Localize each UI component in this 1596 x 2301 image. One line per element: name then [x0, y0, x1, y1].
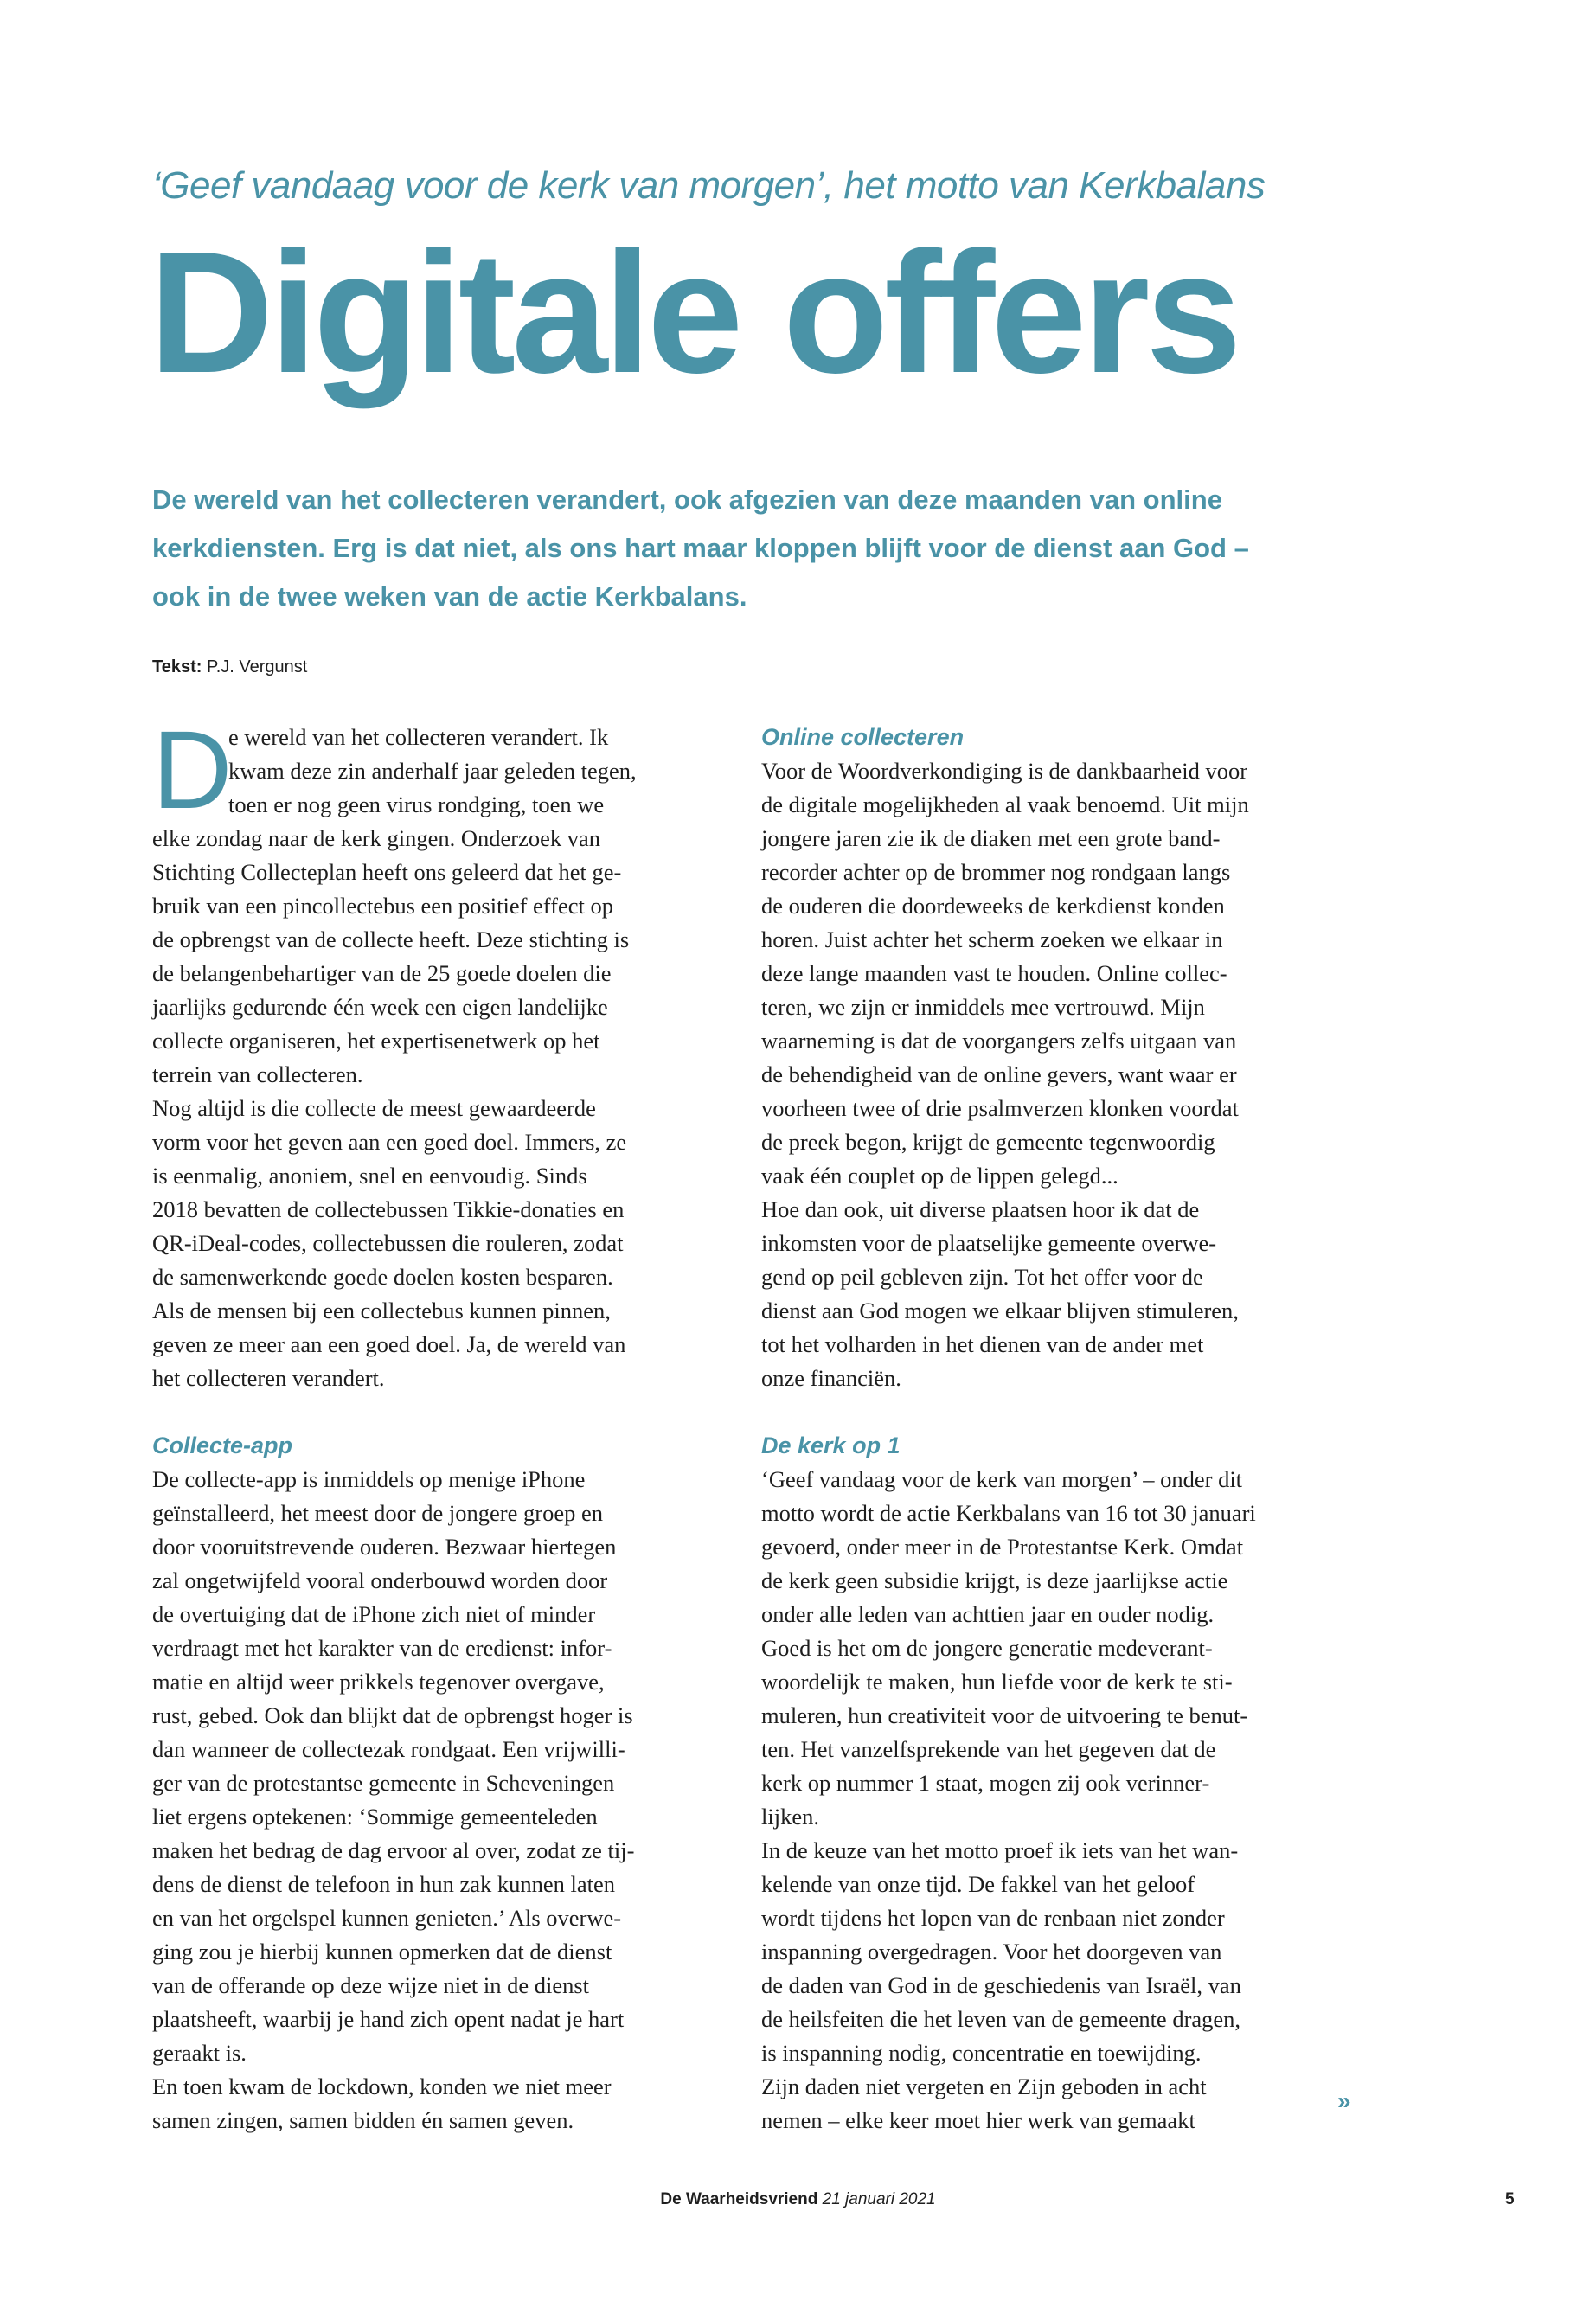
byline-author: P.J. Vergunst — [206, 657, 308, 676]
text-line: terrein van collecteren. — [152, 1061, 363, 1087]
text-line: Voor de Woordverkondiging is de dankbaarheid voor — [761, 758, 1248, 784]
text-line: onze financiën. — [761, 1365, 901, 1391]
text-line: geïnstalleerd, het meest door de jongere groep en — [152, 1500, 603, 1526]
text-line: vaak één couplet op de lippen gelegd... — [761, 1163, 1118, 1189]
spacer — [761, 1395, 1349, 1429]
left-body-text — [152, 822, 740, 1395]
text-line: verdraagt met het karakter van de eredienst: infor- — [152, 1635, 612, 1661]
text-line: motto wordt de actie Kerkbalans van 16 tot 30 januari — [761, 1500, 1256, 1526]
text-line: het collecteren verandert. — [152, 1365, 385, 1391]
continue-arrow-icon: » — [1337, 2087, 1351, 2114]
text-line: ‘Geef vandaag voor de kerk van morgen’ – onder dit — [761, 1466, 1243, 1492]
text-line: de behendigheid van de online gevers, want waar er — [761, 1061, 1237, 1087]
text-line: van de offerande op deze wijze niet in de dienst — [152, 1972, 590, 1998]
text-line: jongere jaren zie ik de diaken met een grote band- — [761, 825, 1221, 851]
text-line: vorm voor het geven aan een goed doel. Immers, ze — [152, 1129, 627, 1155]
text-line: de preek begon, krijgt de gemeente tegenwoordig — [761, 1129, 1215, 1155]
opening-paragraph — [152, 708, 740, 832]
text-line: geraakt is. — [152, 2040, 247, 2066]
text-line: voorheen twee of drie psalmverzen klonken voordat — [761, 1095, 1239, 1121]
text-line: de opbrengst van de collecte heeft. Deze stichting is — [152, 926, 630, 952]
text-line: onder alle leden van achttien jaar en ouder nodig. — [761, 1601, 1215, 1627]
right-section1-text — [761, 754, 1349, 1395]
text-line: ging zou je hierbij kunnen opmerken dat de dienst — [152, 1939, 612, 1965]
text-line: dienst aan God mogen we elkaar blijven stimuleren, — [761, 1298, 1239, 1324]
text-line: de heilsfeiten die het leven van de gemeente dragen, — [761, 2006, 1241, 2032]
text-line: QR-iDeal-codes, collectebussen die rouleren, zodat — [152, 1230, 624, 1256]
right-section2-text — [761, 1463, 1349, 2138]
footer — [0, 2190, 1596, 2209]
text-line: Stichting Collecteplan heeft ons geleerd dat het ge- — [152, 859, 622, 885]
text-line: bruik van een pincollectebus een positief effect op — [152, 893, 613, 919]
text-line: Nog altijd is die collecte de meest gewaardeerde — [152, 1095, 596, 1121]
text-line: horen. Juist achter het scherm zoeken we elkaar in — [761, 926, 1223, 952]
text-line: recorder achter op de brommer nog rondgaan langs — [761, 859, 1231, 885]
text-line: wordt tijdens het lopen van de renbaan niet zonder — [761, 1905, 1225, 1931]
drop-cap: D — [152, 708, 233, 832]
text-line: geven ze meer aan een goed doel. Ja, de wereld van — [152, 1331, 626, 1357]
kicker: ‘Geef vandaag voor de kerk van morgen’, het motto van Kerkbalans — [152, 164, 1266, 207]
intro-line: De wereld van het collecteren verandert, ook afgezien van deze maanden van online — [152, 484, 1222, 515]
text-line: is inspanning nodig, concentratie en toewijding. — [761, 2040, 1202, 2066]
text-line: de overtuiging dat de iPhone zich niet of minder — [152, 1601, 596, 1627]
text-line: muleren, hun creativiteit voor de uitvoering te benut- — [761, 1702, 1248, 1728]
text-line: jaarlijks gedurende één week een eigen landelijke — [152, 994, 608, 1020]
text-line: gend op peil gebleven zijn. Tot het offer voor de — [761, 1264, 1203, 1290]
text-line: zal ongetwijfeld vooral onderbouwd worden door — [152, 1567, 608, 1593]
text-line: lijken. — [761, 1804, 819, 1830]
text-line: inspanning overgedragen. Voor het doorgeven van — [761, 1939, 1222, 1965]
text-line: woordelijk te maken, hun liefde voor de kerk te sti- — [761, 1669, 1233, 1695]
text-line: de samenwerkende goede doelen kosten besparen. — [152, 1264, 613, 1290]
text-line: waarneming is dat de voorgangers zelfs uitgaan van — [761, 1028, 1237, 1054]
text-line: de kerk geen subsidie krijgt, is deze jaarlijkse actie — [761, 1567, 1228, 1593]
byline-label: Tekst: — [152, 657, 202, 676]
intro-line: ook in de twee weken van de actie Kerkbalans. — [152, 581, 747, 612]
text-line: liet ergens optekenen: ‘Sommige gemeenteleden — [152, 1804, 598, 1830]
text-line: door vooruitstrevende ouderen. Bezwaar hiertegen — [152, 1534, 617, 1560]
text-line: e wereld van het collecteren verandert. Ik — [228, 724, 609, 750]
text-line: Hoe dan ook, uit diverse plaatsen hoor ik dat de — [761, 1196, 1200, 1222]
text-line: plaatsheeft, waarbij je hand zich opent nadat je hart — [152, 2006, 625, 2032]
footer-date: 21 januari 2021 — [822, 2190, 936, 2208]
section-heading-collecte-app: Collecte-app — [152, 1433, 293, 1458]
text-line: 2018 bevatten de collectebussen Tikkie-donaties en — [152, 1196, 625, 1222]
text-line: In de keuze van het motto proef ik iets van het wan- — [761, 1837, 1239, 1863]
intro-paragraph — [152, 476, 1249, 621]
right-column — [761, 721, 1349, 2138]
page-number: 5 — [1505, 2190, 1515, 2208]
text-line: teren, we zijn er inmiddels mee vertrouwd. Mijn — [761, 994, 1205, 1020]
text-line: de belangenbehartiger van de 25 goede doelen die — [152, 960, 612, 986]
text-line: Goed is het om de jongere generatie medeverant- — [761, 1635, 1213, 1661]
footer-publication: De Waarheidsvriend — [660, 2190, 818, 2208]
text-line: matie en altijd weer prikkels tegenover overgave, — [152, 1669, 605, 1695]
text-line: kerk op nummer 1 staat, mogen zij ook verinner- — [761, 1770, 1210, 1796]
intro-line: kerkdiensten. Erg is dat niet, als ons hart maar kloppen blijft voor de dienst aan God – — [152, 533, 1249, 563]
text-line: de daden van God in de geschiedenis van Israël, van — [761, 1972, 1241, 1998]
spacer — [152, 1395, 740, 1429]
text-line: elke zondag naar de kerk gingen. Onderzoek van — [152, 825, 600, 851]
text-line: dan wanneer de collectezak rondgaat. Een vrijwilli- — [152, 1736, 625, 1762]
text-line: rust, gebed. Ook dan blijkt dat de opbrengst hoger is — [152, 1702, 633, 1728]
page-title: Digitale offers — [149, 216, 1238, 409]
text-line: nemen – elke keer moet hier werk van gemaakt — [761, 2107, 1195, 2133]
text-line: de ouderen die doordeweeks de kerkdienst konden — [761, 893, 1225, 919]
text-line: gevoerd, onder meer in de Protestantse Kerk. Omdat — [761, 1534, 1244, 1560]
text-line: de digitale mogelijkheden al vaak benoemd. Uit mijn — [761, 792, 1249, 817]
text-line: kwam deze zin anderhalf jaar geleden tegen, — [228, 758, 637, 784]
text-line: samen zingen, samen bidden én samen geven. — [152, 2107, 574, 2133]
text-line: dens de dienst de telefoon in hun zak kunnen laten — [152, 1871, 615, 1897]
text-line: deze lange maanden vast te houden. Online collec- — [761, 960, 1227, 986]
text-line: kelende van onze tijd. De fakkel van het geloof — [761, 1871, 1195, 1897]
text-line: Als de mensen bij een collectebus kunnen pinnen, — [152, 1298, 611, 1324]
text-line: ger van de protestantse gemeente in Scheveningen — [152, 1770, 615, 1796]
text-line: collecte organiseren, het expertisenetwerk op het — [152, 1028, 600, 1054]
section-heading-kerk-op-1: De kerk op 1 — [761, 1433, 901, 1458]
text-line: De collecte-app is inmiddels op menige iPhone — [152, 1466, 586, 1492]
text-line: tot het volharden in het dienen van de ander met — [761, 1331, 1204, 1357]
text-line: Zijn daden niet vergeten en Zijn geboden in acht — [761, 2073, 1207, 2099]
text-line: inkomsten voor de plaatselijke gemeente overwe- — [761, 1230, 1217, 1256]
text-line: en van het orgelspel kunnen genieten.’ Als overwe- — [152, 1905, 622, 1931]
section-heading-online-collecteren: Online collecteren — [761, 724, 965, 750]
text-line: toen er nog geen virus rondging, toen we — [228, 792, 605, 817]
text-line: En toen kwam de lockdown, konden we niet meer — [152, 2073, 612, 2099]
byline — [152, 657, 307, 677]
text-line: ten. Het vanzelfsprekende van het gegeven dat de — [761, 1736, 1216, 1762]
text-line: maken het bedrag de dag ervoor al over, zodat ze tij- — [152, 1837, 635, 1863]
left-column — [152, 708, 740, 2138]
left-section2-text — [152, 1463, 740, 2138]
text-line: is eenmalig, anoniem, snel en eenvoudig. Sinds — [152, 1163, 587, 1189]
